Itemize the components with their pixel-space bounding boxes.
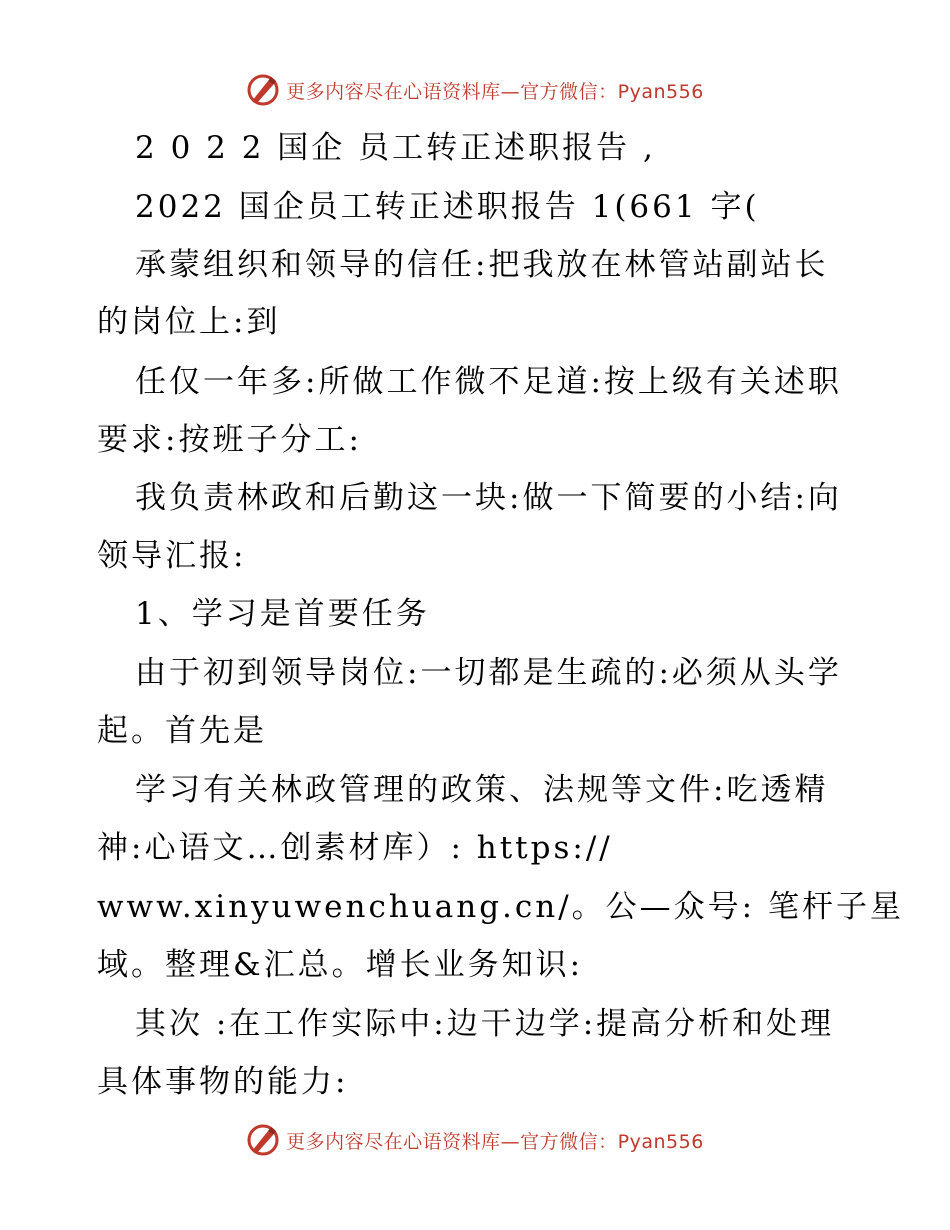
paragraph-line: 领导汇报: [97, 538, 247, 574]
paragraph-line: 我负责林政和后勤这一块:做一下简要的小结:向 [135, 480, 842, 516]
paragraph-line: 由于初到领导岗位:一切都是生疏的:必须从头学 [135, 655, 842, 691]
header-watermark-banner [0, 70, 950, 110]
paragraph-line: 任仅一年多:所做工作微不足道:按上级有关述职 [135, 364, 842, 400]
pen-logo-icon [246, 73, 280, 107]
paragraph-line: 其次 :在工作实际中:边干边学:提高分析和处理 [135, 1006, 835, 1042]
banner-text: 更多内容尽在心语资料库—官方微信：Pyan556 [286, 80, 704, 103]
footer-watermark-banner [0, 1120, 950, 1160]
paragraph-line: 的岗位上:到 [97, 304, 281, 340]
paragraph-line: 起。首先是 [97, 713, 267, 749]
section-heading-line: 1、学习是首要任务 [135, 596, 430, 632]
doc-subtitle-line: 2022 国企员工转正述职报告 1(661 字( [135, 189, 760, 225]
banner-text: 更多内容尽在心语资料库—官方微信：Pyan556 [286, 1130, 704, 1153]
paragraph-line: www.xinyuwenchuang.cn/。公—众号: 笔杆子星 [97, 889, 904, 925]
paragraph-line: 具体事物的能力: [97, 1064, 349, 1100]
paragraph-line: 要求:按班子分工: [97, 422, 362, 458]
paragraph-line: 神:心语文…创素材库）: https:// [97, 830, 613, 866]
paragraph-line: 域。整理&汇总。增长业务知识: [97, 947, 584, 983]
doc-title-line: 2 0 2 2 国企 员工转正述职报告 , [135, 130, 656, 166]
paragraph-line: 承蒙组织和领导的信任:把我放在林管站副站长 [135, 247, 829, 283]
paragraph-line: 学习有关林政管理的政策、法规等文件:吃透精 [135, 772, 829, 808]
pen-logo-icon [246, 1123, 280, 1157]
